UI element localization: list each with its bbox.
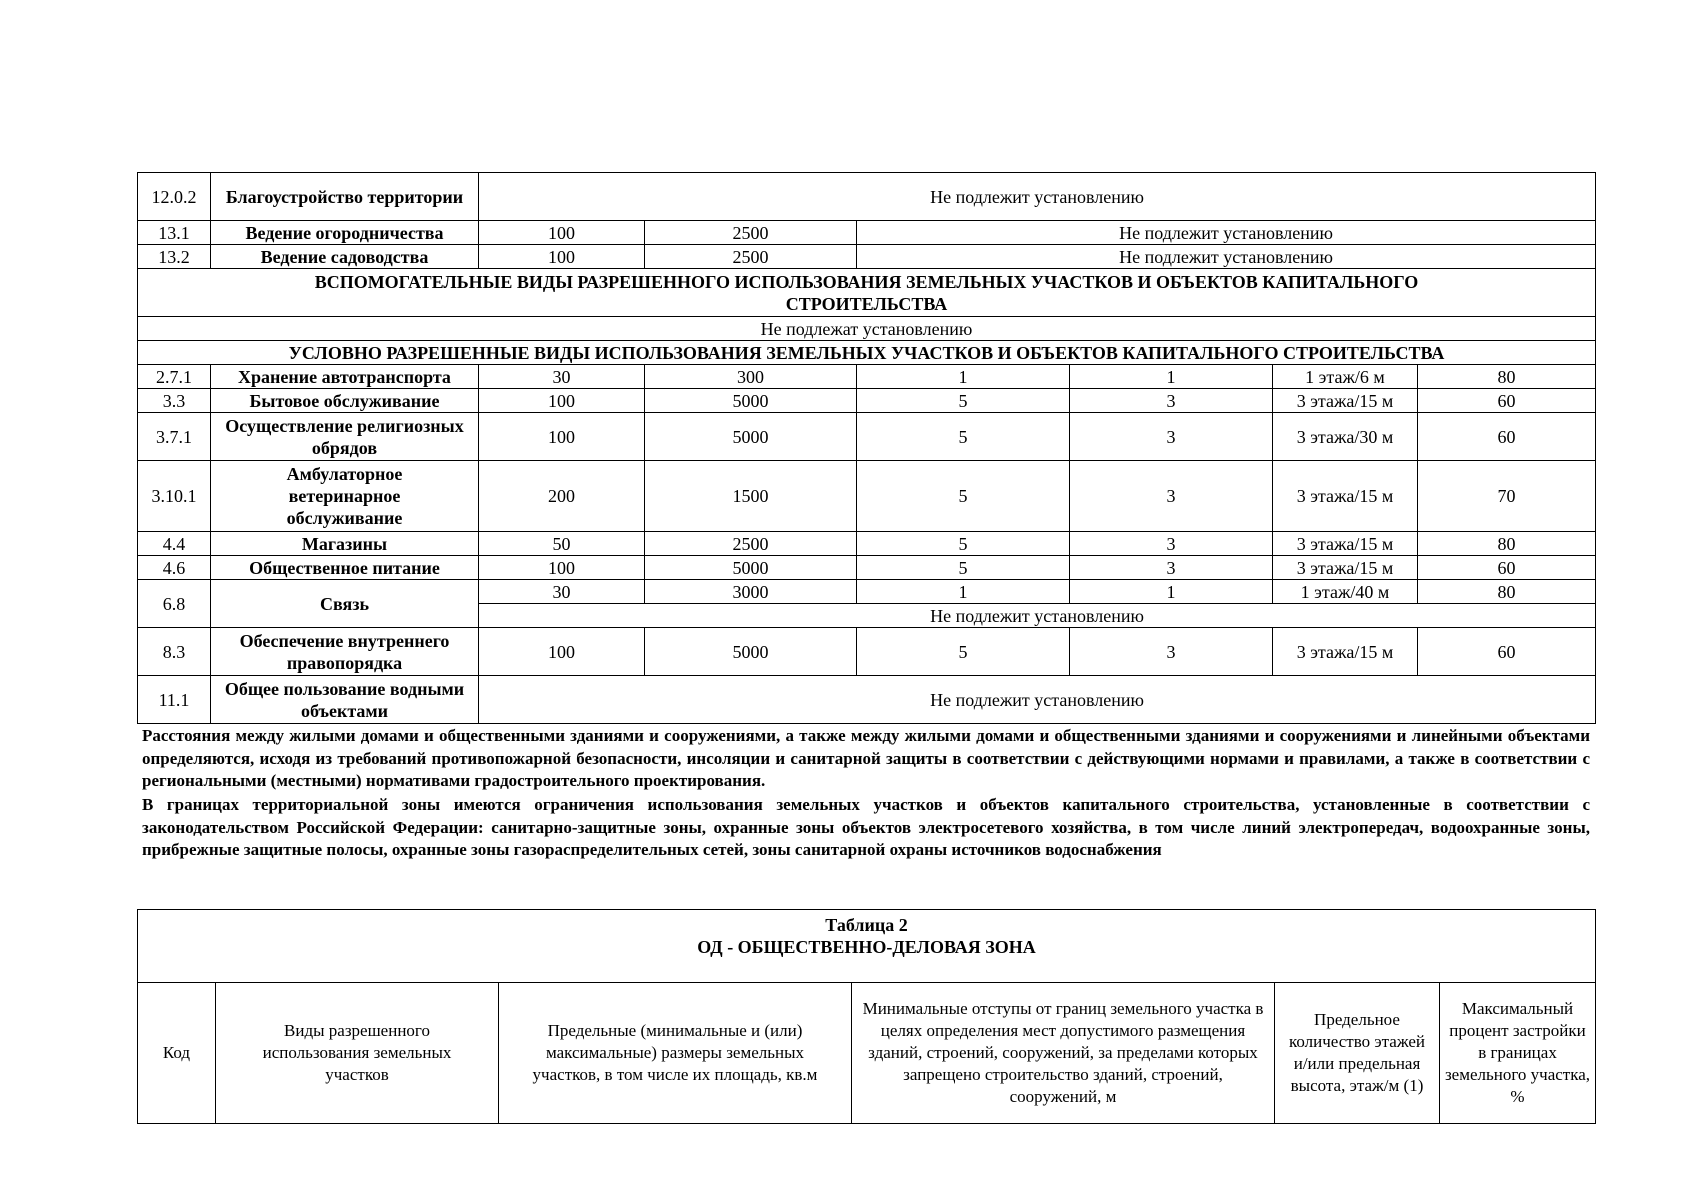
row-code: 2.7.1 [138, 365, 211, 389]
floors-height: 1 этаж/6 м [1273, 365, 1418, 389]
max-area: 5000 [645, 628, 857, 676]
min-area: 30 [479, 365, 645, 389]
header-setbacks: Минимальные отступы от границ земельного участка в целях определения мест допустимого размещения зданий, строений, сооружений, за пределами которых запрещено строительство зданий, строений, сооружений, м [852, 983, 1275, 1124]
row-code: 4.4 [138, 532, 211, 556]
row-code: 3.10.1 [138, 461, 211, 532]
table-row [138, 628, 1596, 676]
zone-title: ОД - ОБЩЕСТВЕННО-ДЕЛОВАЯ ЗОНА [697, 937, 1036, 957]
setback-value: 5 [857, 413, 1070, 461]
setback-value: 1 [1070, 365, 1273, 389]
max-area: 3000 [645, 580, 857, 604]
header-code: Код [138, 983, 216, 1124]
setback-value: 3 [1070, 628, 1273, 676]
not-set-cell: Не подлежит установлению [479, 676, 1596, 724]
setback-value: 5 [857, 556, 1070, 580]
row-code: 4.6 [138, 556, 211, 580]
setback-value: 1 [1070, 580, 1273, 604]
setback-value: 1 [857, 365, 1070, 389]
table-row [138, 532, 1596, 556]
min-area: 100 [479, 245, 645, 269]
max-area: 2500 [645, 245, 857, 269]
table-row [138, 413, 1596, 461]
min-area: 30 [479, 580, 645, 604]
aux-uses-note: Не подлежат установлению [138, 317, 1596, 341]
build-percent: 60 [1418, 389, 1596, 413]
table-row [138, 245, 1596, 269]
min-area: 100 [479, 221, 645, 245]
table-row [138, 389, 1596, 413]
table-row [138, 676, 1596, 724]
restrictions-paragraph: В границах территориальной зоны имеются ограничения использования земельных участков и объектов капитального строительства, установленные в соответствии с законодательством Российской Федерации: санитарно-защитные зоны, охранные зоны объектов электросетевого хозяйства, в том числе линий электропередач, водоохранные зоны, прибрежные защитные полосы, охранные зоны газораспределительных сетей, зоны санитарной охраны источников водоснабжения [142, 795, 1590, 859]
row-name: Ведение огородничества [211, 221, 479, 245]
row-name: Магазины [211, 532, 479, 556]
setback-value: 1 [857, 580, 1070, 604]
setback-value: 5 [857, 389, 1070, 413]
row-code: 13.1 [138, 221, 211, 245]
row-name: Благоустройство территории [211, 173, 479, 221]
row-code: 6.8 [138, 580, 211, 628]
header-use-type: Виды разрешенного использования земельных участков [216, 983, 499, 1124]
floors-height: 3 этажа/15 м [1273, 628, 1418, 676]
section-header-row [138, 269, 1596, 317]
max-area: 5000 [645, 413, 857, 461]
setback-value: 5 [857, 532, 1070, 556]
build-percent: 70 [1418, 461, 1596, 532]
header-plot-size: Предельные (минимальные и (или) максимальные) размеры земельных участков, в том числе их площадь, кв.м [499, 983, 852, 1124]
setback-value: 3 [1070, 389, 1273, 413]
max-area: 5000 [645, 389, 857, 413]
setback-value: 3 [1070, 413, 1273, 461]
row-name: Общее пользование водными объектами [211, 676, 479, 724]
max-area: 2500 [645, 532, 857, 556]
floors-height: 3 этажа/30 м [1273, 413, 1418, 461]
build-percent: 60 [1418, 413, 1596, 461]
distance-rules-paragraph: Расстояния между жилыми домами и общественными зданиями и сооружениями, а также между жилыми домами и общественными зданиями и сооружениями и линейными объектами определяются, исходя из требований противопожарной безопасности, инсоляции и санитарной защиты в соответствии с действующими нормами и правилами, а также в соответствии с региональными (местными) нормативами градостроительного проектирования. [142, 726, 1590, 790]
table-row [138, 556, 1596, 580]
max-area: 2500 [645, 221, 857, 245]
floors-height: 3 этажа/15 м [1273, 532, 1418, 556]
build-percent: 80 [1418, 532, 1596, 556]
table-caption: Таблица 2 [825, 915, 908, 935]
row-name: Связь [211, 580, 479, 628]
row-code: 13.2 [138, 245, 211, 269]
min-area: 100 [479, 389, 645, 413]
setback-value: 3 [1070, 556, 1273, 580]
table-title [138, 910, 1596, 983]
setback-value: 5 [857, 461, 1070, 532]
table-row [138, 580, 1596, 604]
row-code: 8.3 [138, 628, 211, 676]
row-name: Осуществление религиозных обрядов [211, 413, 479, 461]
section-header-row [138, 341, 1596, 365]
build-percent: 80 [1418, 365, 1596, 389]
not-set-cell: Не подлежит установлению [857, 245, 1596, 269]
aux-uses-header: ВСПОМОГАТЕЛЬНЫЕ ВИДЫ РАЗРЕШЕННОГО ИСПОЛЬЗОВАНИЯ ЗЕМЕЛЬНЫХ УЧАСТКОВ И ОБЪЕКТОВ КАПИТАЛЬНОГО СТРОИТЕЛЬСТВА [138, 269, 1596, 317]
build-percent: 60 [1418, 628, 1596, 676]
row-code: 3.3 [138, 389, 211, 413]
floors-height: 1 этаж/40 м [1273, 580, 1418, 604]
table-row [138, 221, 1596, 245]
max-area: 1500 [645, 461, 857, 532]
floors-height: 3 этажа/15 м [1273, 556, 1418, 580]
max-area: 5000 [645, 556, 857, 580]
min-area: 200 [479, 461, 645, 532]
floors-height: 3 этажа/15 м [1273, 461, 1418, 532]
row-name: Амбулаторное ветеринарное обслуживание [211, 461, 479, 532]
not-set-cell: Не подлежит установлению [479, 604, 1596, 628]
row-name: Хранение автотранспорта [211, 365, 479, 389]
table-row [138, 173, 1596, 221]
row-name: Бытовое обслуживание [211, 389, 479, 413]
row-name: Ведение садоводства [211, 245, 479, 269]
land-use-table [137, 172, 1596, 724]
setback-value: 3 [1070, 461, 1273, 532]
build-percent: 60 [1418, 556, 1596, 580]
setback-value: 5 [857, 628, 1070, 676]
table-row [138, 461, 1596, 532]
not-set-cell: Не подлежит установлению [479, 173, 1596, 221]
row-code: 11.1 [138, 676, 211, 724]
min-area: 100 [479, 628, 645, 676]
floors-height: 3 этажа/15 м [1273, 389, 1418, 413]
table-header-row [138, 983, 1596, 1124]
table-row [138, 365, 1596, 389]
min-area: 50 [479, 532, 645, 556]
row-name: Обеспечение внутреннего правопорядка [211, 628, 479, 676]
row-code: 12.0.2 [138, 173, 211, 221]
zone-od-table [137, 909, 1596, 1124]
header-floors: Предельное количество этажей и/или предельная высота, этаж/м (1) [1275, 983, 1440, 1124]
header-build-percent: Максимальный процент застройки в границах земельного участка, % [1440, 983, 1596, 1124]
min-area: 100 [479, 556, 645, 580]
table-title-row [138, 910, 1596, 983]
conditional-uses-header: УСЛОВНО РАЗРЕШЕННЫЕ ВИДЫ ИСПОЛЬЗОВАНИЯ ЗЕМЕЛЬНЫХ УЧАСТКОВ И ОБЪЕКТОВ КАПИТАЛЬНОГО СТРОИТЕЛЬСТВА [138, 341, 1596, 365]
not-set-cell: Не подлежит установлению [857, 221, 1596, 245]
setback-value: 3 [1070, 532, 1273, 556]
row-code: 3.7.1 [138, 413, 211, 461]
table-row [138, 317, 1596, 341]
row-name: Общественное питание [211, 556, 479, 580]
build-percent: 80 [1418, 580, 1596, 604]
min-area: 100 [479, 413, 645, 461]
max-area: 300 [645, 365, 857, 389]
